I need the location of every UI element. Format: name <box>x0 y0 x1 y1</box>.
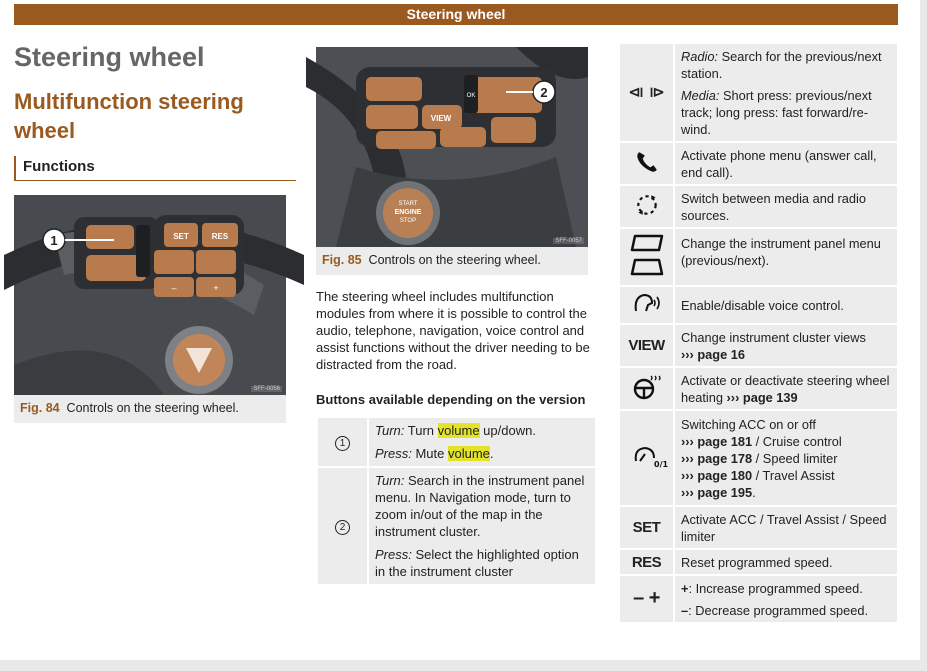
callout-2-marker: 2 <box>335 520 350 535</box>
figure-84-caption-text: Controls on the steering wheel. <box>66 401 239 415</box>
steering-heat-icon <box>633 374 661 400</box>
turn-label: Turn: <box>375 473 405 488</box>
callout-1: 1 <box>50 233 58 248</box>
res-icon: RES <box>631 553 662 571</box>
page-link[interactable]: ››› page 180 <box>681 468 753 483</box>
res-button-label: RES <box>211 232 229 241</box>
ok-button-label: OK <box>466 93 476 99</box>
page-link[interactable]: ››› page 16 <box>681 347 745 362</box>
callout-2: 2 <box>540 85 548 100</box>
start-label: START <box>398 201 418 207</box>
voice-control-icon <box>632 291 662 315</box>
figure-84-label: Fig. 84 <box>20 401 60 415</box>
section-header: Steering wheel <box>14 4 898 25</box>
page-link[interactable]: ››› page 181 <box>681 434 753 449</box>
table-row: – + +: Increase programmed speed. –: Decrease programmed speed. <box>620 575 897 623</box>
skip-icon: ⧏ ⧐ <box>628 83 665 101</box>
page-link[interactable]: ››› page 178 <box>681 451 753 466</box>
minus-button-label: – <box>171 283 177 293</box>
table-row: Change the instrument panel menu (previous/next). <box>620 228 897 286</box>
stop-label: STOP <box>399 218 417 224</box>
callout-1-marker: 1 <box>335 436 350 451</box>
figure-85-steering-controls <box>316 47 588 247</box>
set-button-label: SET <box>173 232 189 241</box>
phone-icon <box>634 149 660 175</box>
svg-text:0/1: 0/1 <box>653 460 668 469</box>
steering-wheel-right-illustration <box>316 47 588 247</box>
figure-code: SFF-0056 <box>253 386 280 392</box>
table-row: 1 Turn: Turn volume up/down. Press: Mute volume. <box>318 418 595 467</box>
intro-paragraph: The steering wheel includes multifunction modules from where it is possible to control the audio, telephone, navigation, voice control and assist functions without the driver needing to be distracted from the road. <box>316 289 590 372</box>
subsection-title: Functions <box>14 156 296 181</box>
view-icon: VIEW <box>628 337 665 354</box>
instrument-menu-icon <box>629 232 665 278</box>
plus-button-label: + <box>213 283 219 293</box>
table-row: Enable/disable voice control. <box>620 286 897 324</box>
table-row: 0/1 Switching ACC on or off ››› page 181 / Cruise control ››› page 178 / Speed limiter ››› page 180 / Travel Assist ››› page 195. <box>620 410 897 506</box>
figure-84-caption <box>14 395 286 423</box>
source-switch-icon <box>634 192 660 218</box>
table-row: Activate phone menu (answer call, end call). <box>620 142 897 185</box>
page-title: Steering wheel <box>14 42 205 72</box>
engine-label: ENGINE <box>394 209 422 216</box>
table-row: SET Activate ACC / Travel Assist / Speed limiter <box>620 506 897 549</box>
figure-85-caption-text: Controls on the steering wheel. <box>368 253 541 267</box>
turn-label: Turn: <box>375 423 405 438</box>
figure-85-label: Fig. 85 <box>322 253 362 267</box>
page-link[interactable]: ››› page 139 <box>726 390 798 405</box>
buttons-heading: Buttons available depending on the version <box>316 392 586 407</box>
section-title: Multifunction steering wheel <box>14 89 244 143</box>
table-row: VIEW Change instrument cluster views ››› page 16 <box>620 324 897 367</box>
page-link[interactable]: ››› page 195 <box>681 485 753 500</box>
set-icon: SET <box>632 519 661 536</box>
buttons-table <box>318 418 595 586</box>
table-row: Activate or deactivate steering wheel heating ››› page 139 <box>620 367 897 410</box>
icon-function-table <box>620 44 897 624</box>
acc-icon <box>632 443 668 469</box>
press-label: Press: <box>375 446 412 461</box>
table-row: 2 Turn: Search in the instrument panel menu. In Navigation mode, turn to zoom in/out of the map in the instrument cluster. Press: Select the highlighted option in the instrument cluster <box>318 467 595 585</box>
table-row: ⧏ ⧐ Radio: Search for the previous/next station. Media: Short press: previous/next track; long press: fast forward/re-wind. <box>620 44 897 142</box>
steering-wheel-left-illustration <box>14 195 286 395</box>
figure-84-steering-controls <box>14 195 286 395</box>
figure-code: SFF-0057 <box>555 238 582 244</box>
view-button-label: VIEW <box>430 114 452 123</box>
table-row: Switch between media and radio sources. <box>620 185 897 228</box>
press-label: Press: <box>375 547 412 562</box>
table-row: RES Reset programmed speed. <box>620 549 897 575</box>
figure-85-caption <box>316 247 588 275</box>
minus-plus-icon: – + <box>633 587 660 609</box>
